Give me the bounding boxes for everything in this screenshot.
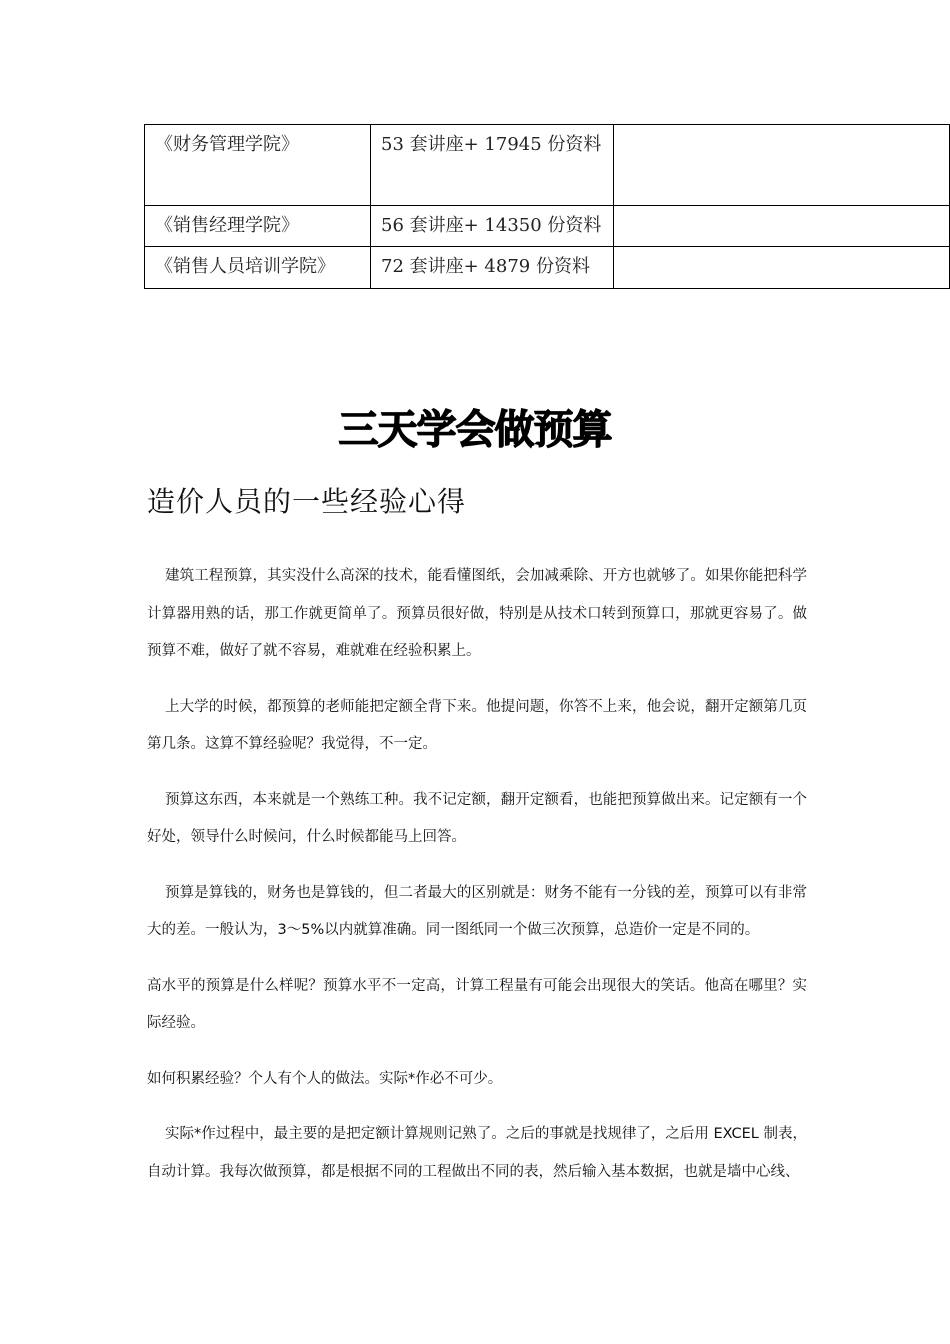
body-text	[147, 558, 807, 1209]
table-cell-name: 《销售经理学院》	[145, 206, 371, 247]
table-cell-content: 53 套讲座+ 17945 份资料	[371, 125, 614, 206]
table-cell-content: 56 套讲座+ 14350 份资料	[371, 206, 614, 247]
table-cell-extra	[614, 206, 950, 247]
table-cell-extra	[614, 247, 950, 289]
document-title: 三天学会做预算	[338, 407, 612, 453]
paragraph: 建筑工程预算，其实没什么高深的技术，能看懂图纸，会加减乘除、开方也就够了。如果你能把科学计算器用熟的话，那工作就更简单了。预算员很好做，特别是从技术口转到预算口，那就更容易了。做预算不难，做好了就不容易，难就难在经验积累上。	[147, 568, 807, 659]
table-cell-extra	[614, 125, 950, 206]
section-heading: 造价人员的一些经验心得	[147, 485, 467, 518]
table-row	[145, 247, 950, 289]
table-row	[145, 125, 950, 206]
table-cell-name: 《销售人员培训学院》	[145, 247, 371, 289]
paragraph: 上大学的时候，都预算的老师能把定额全背下来。他提问题，你答不上来，他会说，翻开定额第几页第几条。这算不算经验呢？我觉得，不一定。	[147, 698, 807, 752]
table-cell-name: 《财务管理学院》	[145, 125, 371, 206]
paragraph: 如何积累经验？个人有个人的做法。实际*作必不可少。	[147, 1070, 503, 1087]
paragraph: 高水平的预算是什么样呢？预算水平不一定高，计算工程量有可能会出现很大的笑话。他高在哪里？实际经验。	[147, 977, 807, 1031]
table-cell-content: 72 套讲座+ 4879 份资料	[371, 247, 614, 289]
paragraph: 实际*作过程中，最主要的是把定额计算规则记熟了。之后的事就是找规律了，之后用 EXCEL 制表，自动计算。我每次做预算，都是根据不同的工程做出不同的表，然后输入基本数据，也就是墙中心线、	[147, 1126, 807, 1180]
resource-table	[144, 124, 950, 289]
paragraph: 预算是算钱的，财务也是算钱的，但二者最大的区别就是：财务不能有一分钱的差，预算可以有非常大的差。一般认为，3～5%以内就算准确。同一图纸同一个做三次预算，总造价一定是不同的。	[147, 884, 807, 938]
paragraph: 预算这东西，本来就是一个熟练工种。我不记定额，翻开定额看，也能把预算做出来。记定额有一个好处，领导什么时候问，什么时候都能马上回答。	[147, 791, 807, 845]
table-row	[145, 206, 950, 247]
